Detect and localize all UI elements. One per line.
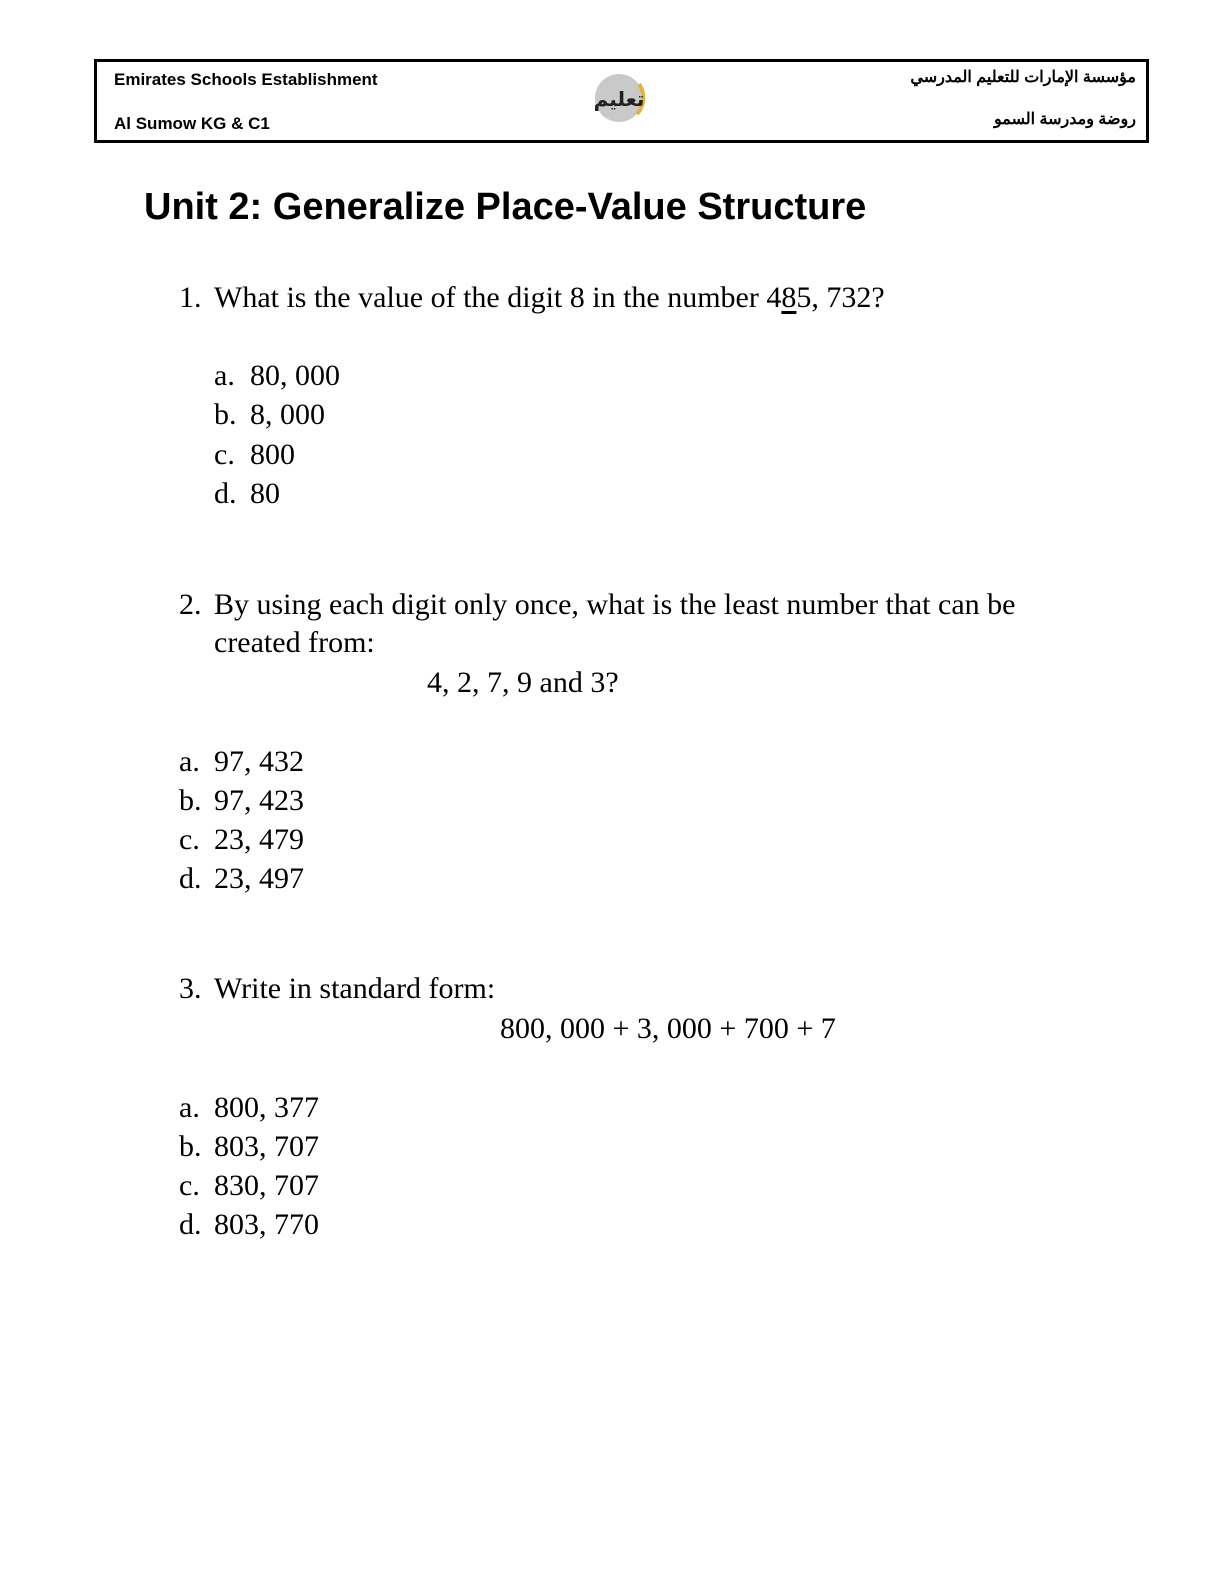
logo-text: تعليم bbox=[593, 87, 645, 111]
q3-option-c-letter: c. bbox=[179, 1169, 200, 1202]
q3-option-c-value: 830, 707 bbox=[214, 1169, 319, 1202]
q1-option-a-letter: a. bbox=[214, 359, 235, 392]
question-3-expression: 800, 000 + 3, 000 + 700 + 7 bbox=[500, 1012, 836, 1045]
q1-option-d-letter: d. bbox=[214, 477, 237, 510]
q3-option-a-value: 800, 377 bbox=[214, 1091, 319, 1124]
q1-option-c-letter: c. bbox=[214, 438, 235, 471]
school-name-ar: مؤسسة الإمارات للتعليم المدرسي bbox=[910, 69, 1136, 86]
page-title: Unit 2: Generalize Place-Value Structure bbox=[144, 186, 867, 228]
q1-option-a-value: 80, 000 bbox=[250, 359, 340, 392]
q3-option-b-letter: b. bbox=[179, 1130, 202, 1163]
q2-option-b-value: 97, 423 bbox=[214, 784, 304, 817]
school-branch-ar: روضة ومدرسة السمو bbox=[993, 111, 1136, 128]
q3-option-d-letter: d. bbox=[179, 1208, 202, 1241]
q1-option-b-letter: b. bbox=[214, 398, 237, 431]
question-3-number: 3. bbox=[179, 972, 202, 1005]
question-1-text: What is the value of the digit 8 in the number 485, 732? bbox=[214, 281, 885, 314]
q2-option-d-value: 23, 497 bbox=[214, 862, 304, 895]
q1-option-d-value: 80 bbox=[250, 477, 280, 510]
q2-option-a-value: 97, 432 bbox=[214, 745, 304, 778]
q3-option-d-value: 803, 770 bbox=[214, 1208, 319, 1241]
underlined-digit: 8 bbox=[781, 281, 797, 314]
q2-option-c-value: 23, 479 bbox=[214, 823, 304, 856]
q3-option-b-value: 803, 707 bbox=[214, 1130, 319, 1163]
q3-option-a-letter: a. bbox=[179, 1091, 200, 1124]
question-3-text: Write in standard form: bbox=[214, 972, 496, 1005]
question-2-number: 2. bbox=[179, 588, 202, 621]
question-2-text-line1: By using each digit only once, what is the least number that can be bbox=[214, 588, 1016, 621]
q2-option-a-letter: a. bbox=[179, 745, 200, 778]
question-1-number: 1. bbox=[179, 281, 202, 314]
q2-option-d-letter: d. bbox=[179, 862, 202, 895]
q1-option-c-value: 800 bbox=[250, 438, 295, 471]
question-2-text-line2: created from: bbox=[214, 626, 375, 659]
school-branch-en: Al Sumow KG & C1 bbox=[114, 114, 270, 133]
header-box bbox=[94, 59, 1149, 143]
q2-option-c-letter: c. bbox=[179, 823, 200, 856]
taleem-logo bbox=[593, 70, 649, 126]
q1-option-b-value: 8, 000 bbox=[250, 398, 325, 431]
school-name-en: Emirates Schools Establishment bbox=[114, 70, 378, 89]
q2-option-b-letter: b. bbox=[179, 784, 202, 817]
question-2-digits: 4, 2, 7, 9 and 3? bbox=[427, 666, 619, 699]
